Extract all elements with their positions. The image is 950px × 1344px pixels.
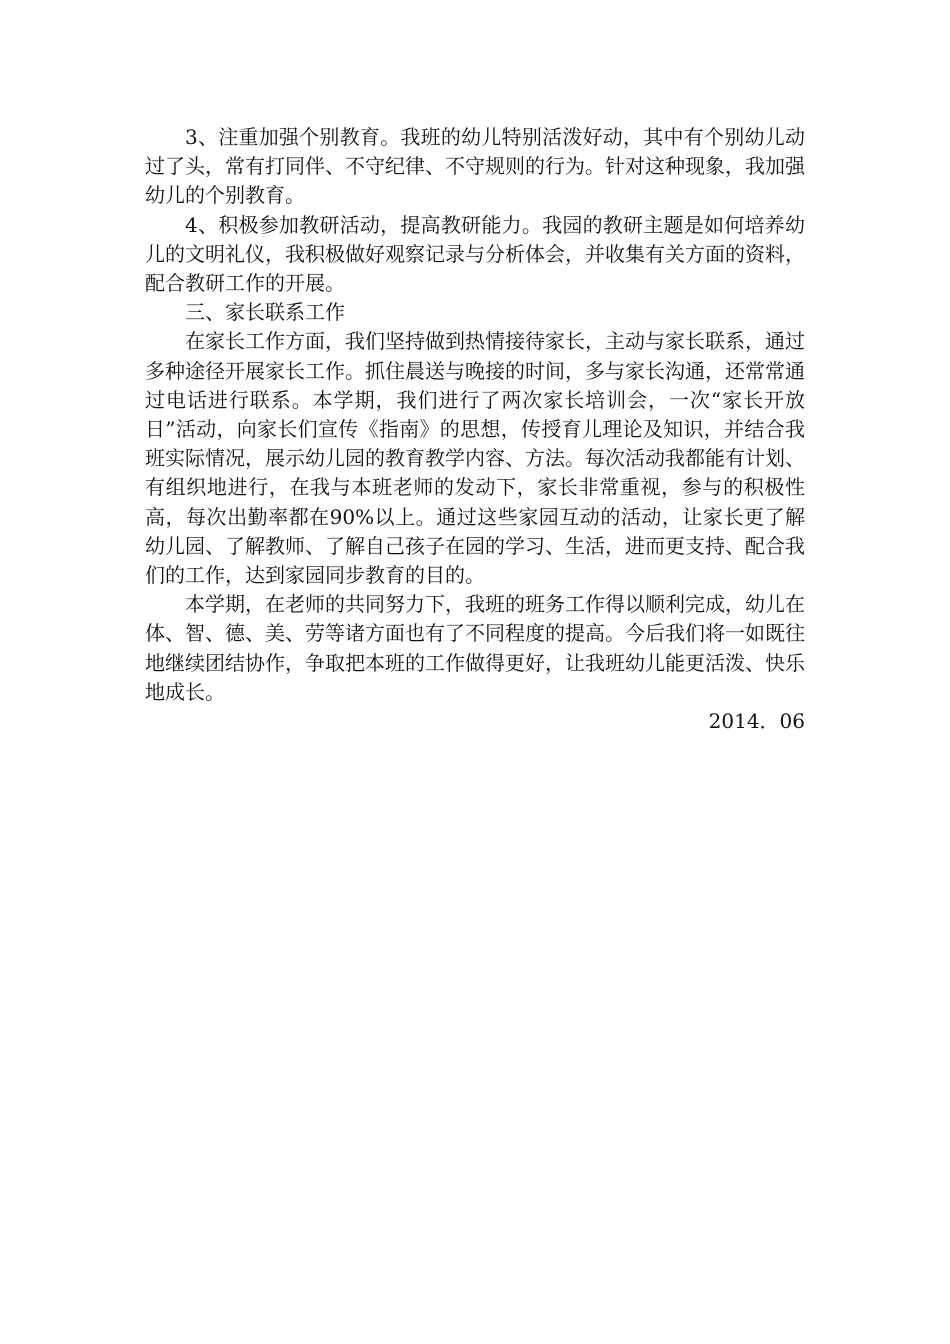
document-date: 2014．06 (708, 709, 805, 734)
section-heading: 三、家长联系工作 (185, 300, 345, 325)
parent-work-paragraph: 在家长工作方面，我们坚持做到热情接待家长，主动与家长联系，通过多种途径开展家长工作。抓住晨送与晚接的时间，多与家长沟通，还常常通过电话进行联系。本学期，我们进行了两次家长培训会，一次“家长开放日”活动，向家长们宣传《指南》的思想，传授育儿理论及知识，并结合我班实际情况，展示幼儿园的教育教学内容、方法。每次活动我都能有计划、有组织地进行，在我与本班老师的发动下，家长非常重视，参与的积极性高，每次出勤率都在90%以上。通过这些家园互动的活动，让家长更了解幼儿园、了解教师、了解自己孩子在园的学习、生活，进而更支持、配合我们的工作，达到家园同步教育的目的。 (145, 329, 805, 588)
paragraph-item-4: 4、积极参加教研活动，提高教研能力。我园的教研主题是如何培养幼儿的文明礼仪，我积极做好观察记录与分析体会，并收集有关方面的资料，配合教研工作的开展。 (145, 212, 805, 296)
document-body (145, 123, 805, 736)
paragraph-item-3: 3、注重加强个别教育。我班的幼儿特别活泼好动，其中有个别幼儿动过了头，常有打同伴、不守纪律、不守规则的行为。针对这种现象，我加强幼儿的个别教育。 (145, 125, 805, 208)
summary-paragraph: 本学期，在老师的共同努力下，我班的班务工作得以顺利完成，幼儿在体、智、德、美、劳等诸方面也有了不同程度的提高。今后我们将一如既往地继续团结协作，争取把本班的工作做得更好，让我班幼儿能更活泼、快乐地成长。 (145, 592, 805, 704)
